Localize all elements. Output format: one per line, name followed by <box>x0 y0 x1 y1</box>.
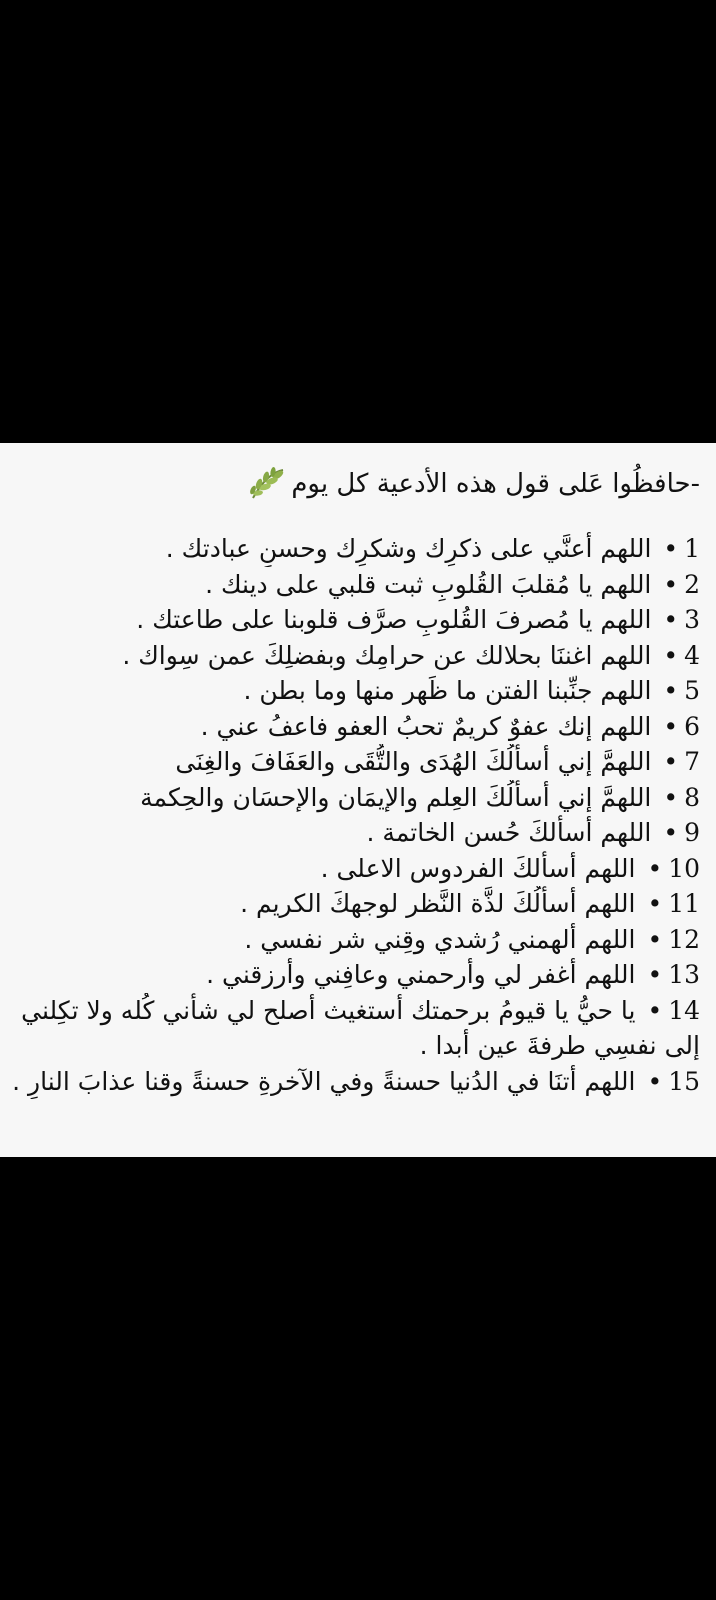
dua-list <box>8 531 700 1099</box>
leaf-icon <box>247 466 287 502</box>
list-item <box>8 531 700 567</box>
list-item <box>8 567 700 603</box>
list-item <box>8 602 700 638</box>
list-item <box>8 851 700 887</box>
item-number: 4 <box>684 640 700 670</box>
item-text: اللهم أغفر لي وأرحمني وعافِني وأرزقني . <box>206 960 636 989</box>
item-number: 13 <box>668 960 700 989</box>
list-item <box>8 957 700 993</box>
bullet: • <box>663 605 679 634</box>
list-item <box>8 709 700 745</box>
bullet: • <box>647 1066 663 1096</box>
bullet: • <box>647 960 663 989</box>
item-text: اللهم اغننَا بحلالك عن حرامِك وبفضلِكَ عمن سِواك . <box>122 640 652 670</box>
item-text: اللهمَّ إني أسألُكَ الهُدَى والتُّقَى والعَفَافَ والغِنَى <box>175 747 652 776</box>
item-text: اللهم يا مُصرفَ القُلوبِ صرَّف قلوبنا على طاعتك . <box>136 605 652 634</box>
item-text: اللهم أسألكَ حُسن الخاتمة . <box>366 818 652 847</box>
item-number: 2 <box>684 569 700 599</box>
item-number: 10 <box>668 853 700 883</box>
item-number: 8 <box>684 782 700 812</box>
item-text: اللهم أسألكَ الفردوس الاعلى . <box>320 853 636 883</box>
item-number: 5 <box>684 676 700 705</box>
item-text: اللهم جنِّبنا الفتن ما ظَهر منها وما بطن . <box>243 676 652 705</box>
item-text: اللهمَّ إني أسألُكَ العِلم والإيمَان والإحسَان والحِكمة <box>140 782 652 812</box>
bullet: • <box>663 569 679 599</box>
list-item <box>8 673 700 709</box>
list-item <box>8 638 700 674</box>
item-number: 1 <box>684 534 700 563</box>
item-text: اللهم إنك عفوٌ كريمٌ تحبُ العفو فاعفُ عني . <box>200 711 652 741</box>
item-number: 9 <box>684 818 700 847</box>
item-text: اللهم ألهمني رُشدي وقِني شر نفسي . <box>244 924 636 954</box>
bullet: • <box>663 747 679 776</box>
document-title: -حافظُوا عَلى قول هذه الأدعية كل يوم <box>291 469 700 499</box>
item-text: اللهم أعنَّي على ذكرِك وشكرِك وحسنِ عبادتك . <box>165 534 652 563</box>
document-title-row <box>8 465 700 503</box>
document-image <box>0 443 716 1157</box>
item-text: اللهم يا مُقلبَ القُلوبِ ثبت قلبي على دينك . <box>205 569 652 599</box>
list-item <box>8 780 700 816</box>
bullet: • <box>663 676 679 705</box>
item-number: 7 <box>684 747 700 776</box>
list-item <box>8 993 700 1064</box>
bullet: • <box>647 853 663 883</box>
bullet: • <box>663 534 679 563</box>
item-number: 3 <box>684 605 700 634</box>
list-item <box>8 744 700 780</box>
item-number: 15 <box>668 1066 700 1096</box>
bullet: • <box>663 640 679 670</box>
bullet: • <box>663 782 679 812</box>
bullet: • <box>663 711 679 741</box>
bullet: • <box>647 995 663 1025</box>
bullet: • <box>647 889 663 918</box>
item-text: يا حيُّ يا قيومُ برحمتك أستغيث أصلح لي شأني كُله ولا تكِلني إلى نفسِي طرفةَ عين أبدا . <box>21 995 700 1060</box>
item-number: 14 <box>668 995 700 1025</box>
item-number: 6 <box>684 711 700 741</box>
bullet: • <box>647 924 663 954</box>
list-item <box>8 922 700 958</box>
item-text: اللهم أتنَا في الدُنيا حسنةً وفي الآخرةِ حسنةً وقنا عذابَ النارِ . <box>12 1066 636 1096</box>
list-item <box>8 1064 700 1100</box>
item-number: 12 <box>668 924 700 954</box>
item-number: 11 <box>668 889 700 918</box>
list-item <box>8 815 700 851</box>
bullet: • <box>663 818 679 847</box>
list-item <box>8 886 700 922</box>
item-text: اللهم أسألُكَ لذَّة النَّظر لوجهكَ الكريم . <box>240 889 636 918</box>
